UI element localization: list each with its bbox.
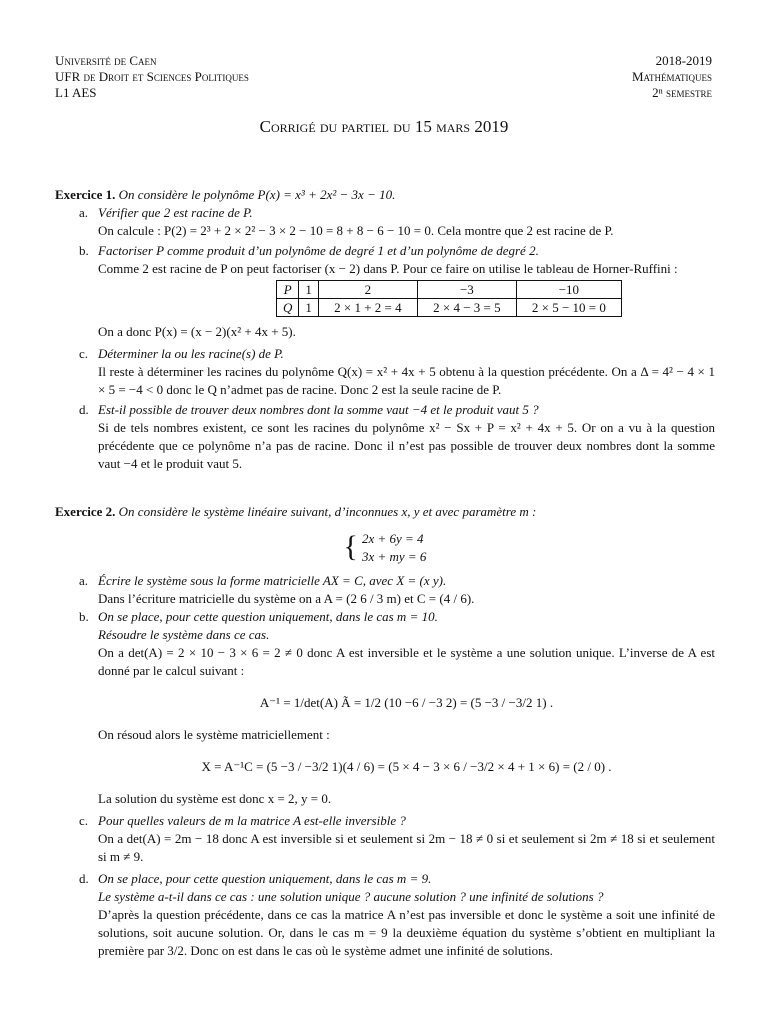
question-label: a. — [79, 573, 89, 588]
question-label: b. — [79, 243, 89, 258]
faculty-name: UFR de Droit et Sciences Politiques — [55, 69, 249, 84]
table-row — [277, 281, 622, 299]
answer-text: Si de tels nombres existent, ce sont les racines du polynôme x² − Sx + P = x² + 4x + 5. Or on a vu à la question précédente que ce polynôme n’a pas de racine. Donc il n’est pas possible de trouver deux nombres dont la somme vaut −4 et le produit vaut 5. — [98, 420, 715, 471]
question-1d — [55, 401, 715, 473]
question-text: Écrire le système sous la forme matricielle AX = C, avec X = (x y). — [98, 573, 447, 588]
answer-text: Dans l’écriture matricielle du système on a A = (2 6 / 3 m) et C = (4 / 6). — [98, 591, 475, 606]
question-2d — [55, 870, 715, 960]
question-text: Déterminer la ou les racine(s) de P. — [98, 346, 284, 361]
question-text: On se place, pour cette question uniquement, dans le cas m = 10. — [98, 609, 438, 624]
answer-text: On résoud alors le système matriciellement : — [98, 727, 330, 742]
solution-equation: X = A⁻¹C = (5 −3 / −3/2 1)(4 / 6) = (5 × 4 − 3 × 6 / −3/2 × 4 + 1 × 6) = (2 / 0) . — [201, 759, 612, 774]
exercise-1-label: Exercice 1. — [55, 187, 116, 202]
table-cell: P — [277, 281, 299, 299]
academic-year: 2018-2019 — [655, 53, 712, 68]
question-2c — [55, 812, 715, 866]
table-cell: −10 — [516, 281, 621, 299]
horner-table — [276, 280, 622, 317]
table-cell: 2 × 5 − 10 = 0 — [516, 299, 621, 317]
linear-system — [55, 529, 715, 566]
subject: Mathématiques — [631, 69, 712, 84]
answer-text: On a det(A) = 2m − 18 donc A est inversible si et seulement si 2m − 18 ≠ 0 si et seulement si 2m ≠ 18 si et seulement si m ≠ 9. — [98, 831, 715, 864]
exercise-1 — [55, 186, 715, 473]
question-label: c. — [79, 346, 89, 361]
table-cell: 2 — [318, 281, 417, 299]
exercise-1-statement: On considère le polynôme P(x) = x³ + 2x² − 3x − 10. — [118, 187, 396, 202]
question-text: Factoriser P comme produit d’un polynôme de degré 1 et d’un polynôme de degré 2. — [98, 243, 539, 258]
question-text: Vérifier que 2 est racine de P. — [98, 205, 253, 220]
table-cell: 2 × 4 − 3 = 5 — [417, 299, 516, 317]
system-equation-1: 2x + 6y = 4 — [361, 531, 424, 546]
question-label: d. — [79, 402, 89, 417]
question-subtext: Résoudre le système dans ce cas. — [98, 627, 270, 642]
system-equation-2: 3x + my = 6 — [361, 549, 427, 564]
question-1c — [55, 345, 715, 399]
answer-text: D’après la question précédente, dans ce cas la matrice A n’est pas inversible et donc le système a soit une infinité de solutions, soit aucune solution. Or, dans le cas m = 9 la deuxième équation du système s’obtient en multipliant la première par 3/2. Donc on est dans le cas où le système admet une infinité de solutions. — [98, 907, 715, 958]
answer-text: On calcule : P(2) = 2³ + 2 × 2² − 3 × 2 − 10 = 8 + 8 − 6 − 10 = 0. Cela montre que 2 est racine de P. — [98, 223, 614, 238]
question-text: On se place, pour cette question uniquement, dans le cas m = 9. — [98, 871, 432, 886]
question-2b — [55, 608, 715, 808]
table-cell: −3 — [417, 281, 516, 299]
answer-text: La solution du système est donc x = 2, y = 0. — [98, 791, 332, 806]
header-left — [55, 53, 455, 101]
page-title: Corrigé du partiel du 15 mars 2019 — [259, 117, 509, 136]
question-label: c. — [79, 813, 89, 828]
table-cell: 2 × 1 + 2 = 4 — [318, 299, 417, 317]
inverse-equation: A⁻¹ = 1/det(A) Ã = 1/2 (10 −6 / −3 2) = (5 −3 / −3/2 1) . — [259, 695, 554, 710]
answer-text: Comme 2 est racine de P on peut factoriser (x − 2) dans P. Pour ce faire on utilise le tableau de Horner-Ruffini : — [98, 261, 678, 276]
exercise-2 — [55, 503, 715, 960]
answer-text: On a det(A) = 2 × 10 − 3 × 6 = 2 ≠ 0 donc A est inversible et le système a une solution unique. L’inverse de A est donné par le calcul suivant : — [98, 645, 715, 678]
header-right — [412, 53, 712, 101]
university-name: Université de Caen — [55, 53, 157, 68]
question-label: d. — [79, 871, 89, 886]
brace-icon: { — [343, 530, 358, 563]
question-label: b. — [79, 609, 89, 624]
answer-text: Il reste à déterminer les racines du polynôme Q(x) = x² + 4x + 5 obtenu à la question précédente. On a Δ = 4² − 4 × 1 × 5 = −4 < 0 donc le Q n’admet pas de racine. Donc 2 est la seule racine de P. — [98, 364, 715, 397]
semester: 2ⁿ semestre — [652, 85, 712, 100]
table-row — [277, 299, 622, 317]
table-cell: Q — [277, 299, 299, 317]
answer-conclusion: On a donc P(x) = (x − 2)(x² + 4x + 5). — [98, 324, 296, 339]
question-text: Est-il possible de trouver deux nombres dont la somme vaut −4 et le produit vaut 5 ? — [98, 402, 539, 417]
question-1a — [55, 204, 715, 240]
table-cell: 1 — [299, 281, 319, 299]
table-cell: 1 — [299, 299, 319, 317]
class-level: L1 AES — [55, 85, 97, 100]
question-text: Pour quelles valeurs de m la matrice A est-elle inversible ? — [98, 813, 406, 828]
question-label: a. — [79, 205, 89, 220]
exercise-2-label: Exercice 2. — [55, 504, 116, 519]
question-1b — [55, 242, 715, 341]
question-subtext: Le système a-t-il dans ce cas : une solution unique ? aucune solution ? une infinité de solutions ? — [98, 889, 604, 904]
exercise-2-statement: On considère le système linéaire suivant, d’inconnues x, y et avec paramètre m : — [118, 504, 537, 519]
question-2a — [55, 572, 715, 608]
